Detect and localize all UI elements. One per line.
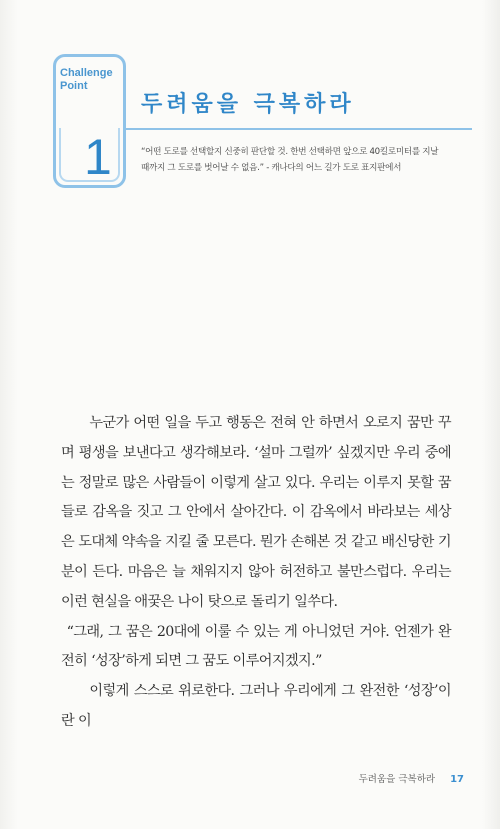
- body-text: [61, 409, 451, 737]
- challenge-label-line1: Challenge: [60, 67, 113, 79]
- epigraph: [141, 144, 471, 176]
- title-divider: [126, 128, 472, 130]
- challenge-point-label: [60, 67, 130, 93]
- page-footer: [359, 771, 464, 785]
- body-paragraph: “그래, 그 꿈은 20대에 이룰 수 있는 게 아니었던 거야. 언젠가 완전히 ‘성장’하게 되면 그 꿈도 이루어지겠지.”: [61, 623, 451, 670]
- body-paragraph: 이렇게 스스로 위로한다. 그러나 우리에게 그 완전한 ‘성장’이란 이: [61, 683, 451, 729]
- challenge-label-line2: Point: [60, 80, 88, 92]
- challenge-number: 1: [84, 129, 112, 185]
- body-paragraph: 누군가 어떤 일을 두고 행동은 전혀 안 하면서 오로지 꿈만 꾸며 평생을 보낸다고 생각해보라. ‘설마 그럴까’ 싶겠지만 우리 중에는 정말로 많은 사람들이 이렇게 살고 있다. 우리는 이루지 못할 꿈들로 감옥을 짓고 그 안에서 살아간다. 이 감옥에서 바라보는 세상은 도대체 약속을 지킬 줄 모른다. 뭔가 손해본 것 같고 배신당한 기분이 든다. 마음은 늘 채워지지 않아 허전하고 불만스럽다. 우리는 이런 현실을 애꿎은 나이 탓으로 돌리기 일쑤다.: [61, 415, 451, 610]
- epigraph-line: “어떤 도로를 선택할지 신중히 판단할 것. 한번 선택하면 앞으로 40킬로미터를 지날: [141, 147, 439, 157]
- chapter-title: 두려움을 극복하라: [141, 92, 355, 117]
- running-title: 두려움을 극복하라: [358, 774, 436, 785]
- epigraph-line: 때까지 그 도로를 벗어날 수 없음.” - 캐나다의 어느 길가 도로 표지판에서: [141, 163, 402, 173]
- page-number: 17: [450, 774, 464, 785]
